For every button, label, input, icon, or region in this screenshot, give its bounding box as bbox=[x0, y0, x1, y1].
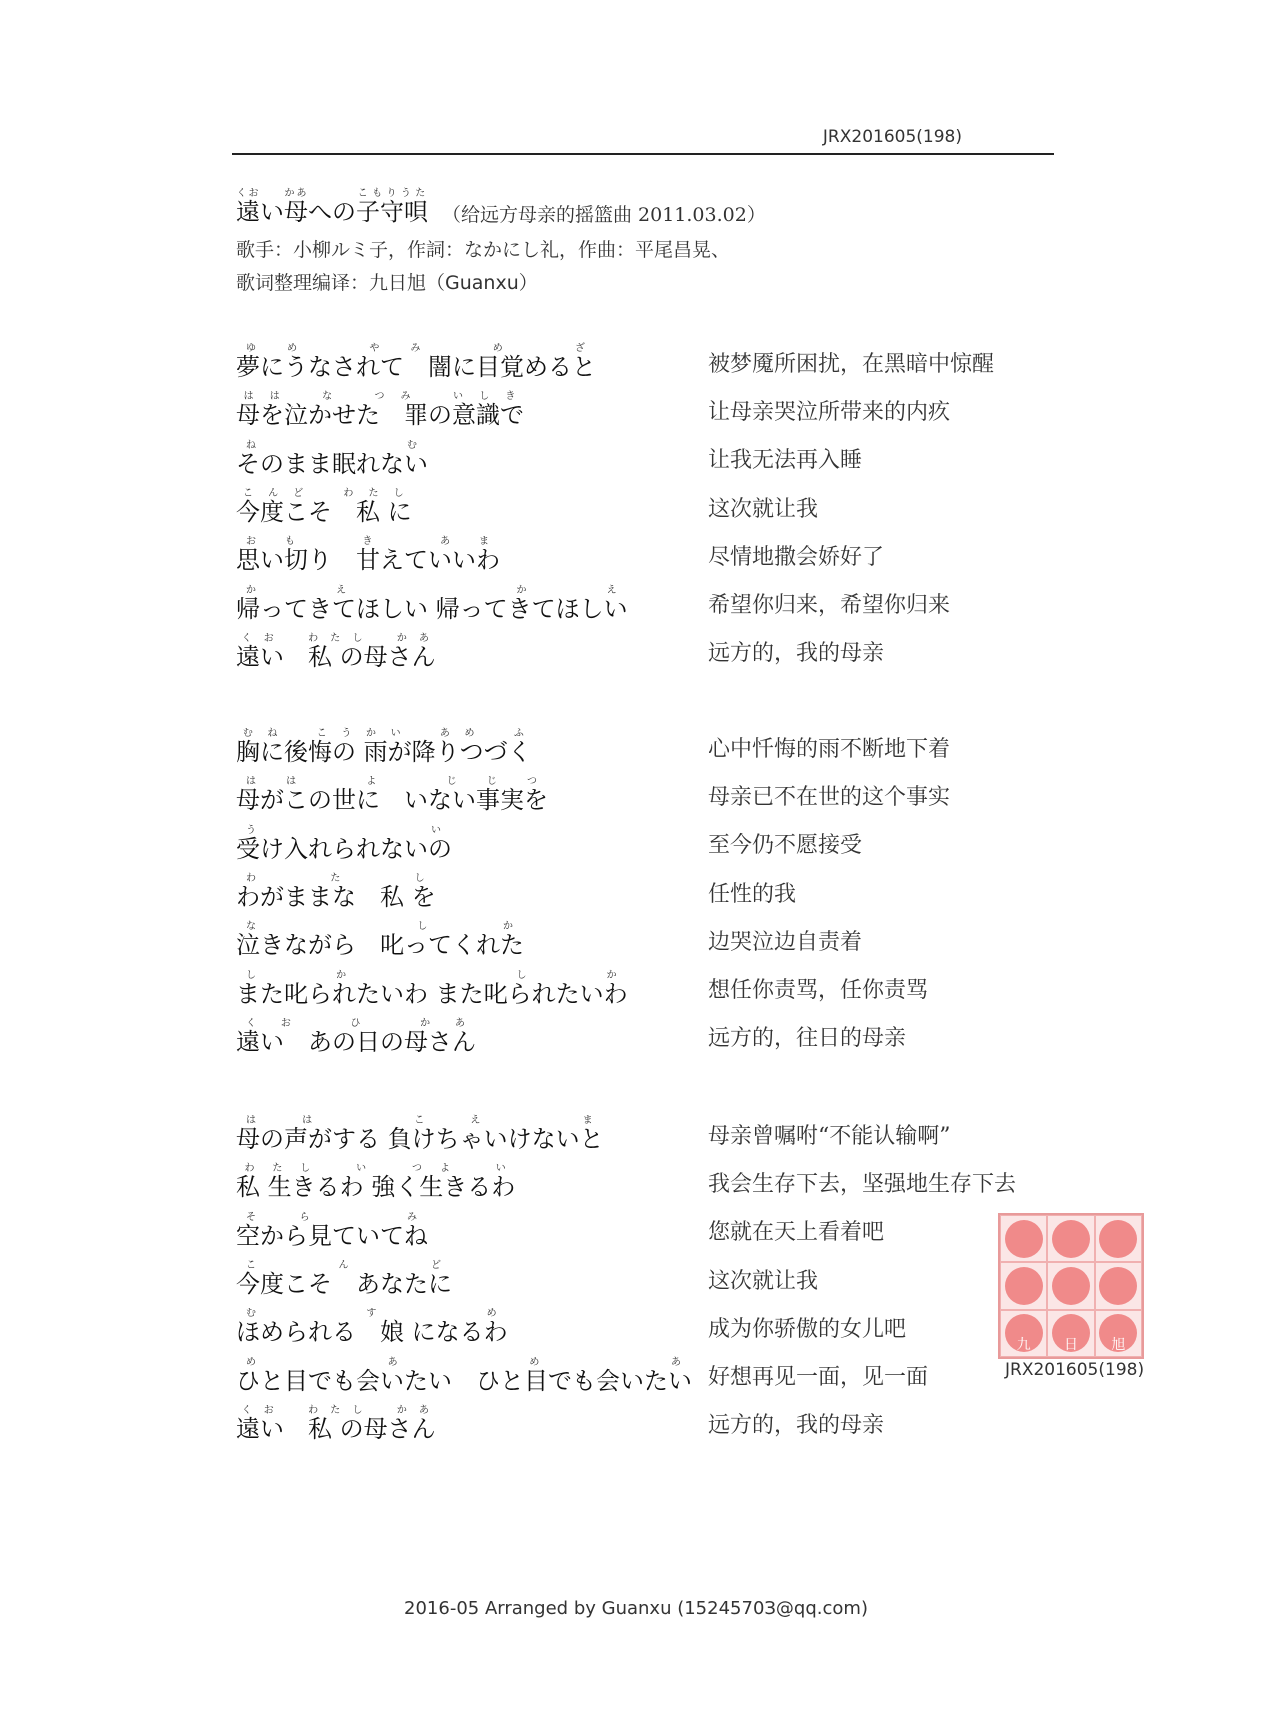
lyric-japanese: 空から見ていてねそら み bbox=[236, 1211, 428, 1250]
lyric-japanese: 胸に後悔の 雨が降りつづくむね こうかい あめ ふ bbox=[236, 728, 532, 767]
stanza-2 bbox=[236, 717, 1056, 1055]
lyric-row bbox=[236, 717, 1056, 765]
seal-cell bbox=[1000, 1310, 1047, 1357]
lyric-row bbox=[236, 958, 1056, 1006]
lyric-row bbox=[236, 477, 1056, 525]
lyric-japanese: 遠い あの日の母さんくお ひ かあ bbox=[236, 1017, 476, 1056]
lyric-row bbox=[236, 862, 1056, 910]
lyric-row bbox=[236, 1152, 1056, 1200]
lyric-row bbox=[236, 1104, 1056, 1152]
lyric-chinese: 母亲已不在世的这个事实 bbox=[708, 785, 951, 810]
lyric-row bbox=[236, 1297, 1056, 1345]
seal-char: 日 bbox=[1063, 1336, 1078, 1353]
lyric-row bbox=[236, 1249, 1056, 1297]
lyric-japanese: 思い切り 甘えていいわおも き あま bbox=[236, 536, 500, 575]
lyric-chinese: 边哭泣边自责着 bbox=[708, 929, 863, 955]
header-divider bbox=[232, 153, 1054, 155]
lyric-chinese: 母亲曾嘱咐“不能认输啊” bbox=[708, 1123, 951, 1149]
lyric-japanese: 私 生きるわ 強く生きるわわたし い つよ い bbox=[236, 1163, 516, 1202]
seal-char: 九 bbox=[1016, 1336, 1031, 1353]
lyric-row bbox=[236, 332, 1056, 380]
seal-code: JRX201605(198) bbox=[1005, 1360, 1145, 1380]
lyric-row bbox=[236, 380, 1056, 428]
lyric-japanese: わがままな 私 をわたし bbox=[236, 873, 436, 911]
seal-dot bbox=[1099, 1220, 1137, 1258]
lyric-chinese: 心中忏悔的雨不断地下着 bbox=[708, 736, 951, 762]
seal-cell bbox=[1095, 1262, 1142, 1309]
lyric-row bbox=[236, 765, 1056, 813]
seal-grid bbox=[1000, 1215, 1142, 1357]
lyric-chinese: 让我无法再入睡 bbox=[708, 448, 863, 474]
lyric-chinese: 让母亲哭泣所带来的内疚 bbox=[708, 400, 951, 425]
seal-cell bbox=[1095, 1310, 1142, 1357]
lyric-chinese: 任性的我 bbox=[708, 881, 797, 907]
lyric-japanese: 帰ってきてほしい 帰ってきてほしいかえ かえ bbox=[236, 584, 628, 623]
seal-dot bbox=[1099, 1267, 1137, 1305]
lyric-row bbox=[236, 910, 1056, 958]
lyric-chinese: 这次就让我 bbox=[708, 496, 819, 522]
arranger-line: 歌词整理编译：九日旭（Guanxu） bbox=[236, 272, 538, 294]
seal-cell bbox=[1095, 1215, 1142, 1262]
stanza-3 bbox=[236, 1104, 1056, 1442]
seal-char: 旭 bbox=[1111, 1336, 1126, 1353]
footer-credit: 2016-05 Arranged by Guanxu (1524570З@qq.com) bbox=[404, 1598, 868, 1619]
credits-line: 歌手：小柳ルミ子，作詞：なかにし礼，作曲：平尾昌晃、 bbox=[236, 239, 731, 261]
title-line bbox=[236, 188, 1056, 227]
lyric-row bbox=[236, 429, 1056, 477]
lyric-japanese: 母がこの世に いない事実をはは よ じじつ bbox=[236, 776, 548, 815]
lyric-japanese: 母の声がする 負けちゃいけないとはは こえ ま bbox=[236, 1115, 604, 1154]
lyric-chinese: 您就在天上看着吧 bbox=[708, 1220, 885, 1246]
document-code: JRX201605(198) bbox=[822, 127, 962, 147]
lyric-row bbox=[236, 525, 1056, 573]
lyric-row bbox=[236, 814, 1056, 862]
lyric-chinese: 我会生存下去，坚强地生存下去 bbox=[708, 1172, 1017, 1197]
lyric-japanese: ひと目でも会いたい ひと目でも会いたいめ あ め あ bbox=[236, 1356, 692, 1395]
lyric-japanese: ほめられる 娘 になるわむすめ bbox=[236, 1308, 508, 1347]
seal-cell bbox=[1000, 1262, 1047, 1309]
seal-dot bbox=[1052, 1220, 1090, 1258]
lyric-chinese: 这次就让我 bbox=[708, 1268, 819, 1294]
seal-dot bbox=[1005, 1220, 1043, 1258]
lyric-japanese: 夢にうなされて 闇に目覚めるとゆめ やみ め ざ bbox=[236, 343, 596, 382]
lyric-chinese: 至今仍不愿接受 bbox=[708, 833, 863, 859]
seal-cell bbox=[1047, 1215, 1094, 1262]
stanza-1 bbox=[236, 332, 1056, 670]
lyric-japanese: また叱られたいわ また叱られたいわしか しか bbox=[236, 969, 628, 1008]
song-title-block bbox=[236, 188, 1056, 295]
seal-cell bbox=[1047, 1310, 1094, 1357]
lyric-chinese: 被梦魇所困扰，在黑暗中惊醒 bbox=[708, 351, 995, 377]
lyric-chinese: 成为你骄傲的女儿吧 bbox=[708, 1316, 907, 1342]
seal-dot bbox=[1052, 1267, 1090, 1305]
lyric-japanese: 今度こそ 私 にこんど わたし bbox=[236, 488, 412, 526]
lyric-chinese: 远方的，我的母亲 bbox=[708, 641, 885, 667]
lyric-japanese: そのまま眠れないねむ bbox=[236, 439, 428, 478]
lyric-chinese: 想任你责骂，任你责骂 bbox=[708, 978, 929, 1004]
lyric-row bbox=[236, 1345, 1056, 1393]
lyric-chinese: 好想再见一面，见一面 bbox=[708, 1365, 929, 1391]
lyric-row bbox=[236, 622, 1056, 670]
song-title-japanese: 遠くおい母かあへの子守唄こもりうた bbox=[236, 188, 428, 226]
lyric-row bbox=[236, 1007, 1056, 1055]
lyric-chinese: 希望你归来，希望你归来 bbox=[708, 593, 951, 619]
lyric-japanese: 今度こそ あなたにこんど bbox=[236, 1260, 452, 1298]
seal-cell bbox=[1000, 1215, 1047, 1262]
lyric-row bbox=[236, 573, 1056, 621]
lyric-chinese: 尽情地撒会娇好了 bbox=[708, 544, 885, 570]
song-title-chinese: （给远方母亲的摇篮曲 2011.03.02） bbox=[442, 204, 766, 226]
lyric-japanese: 受け入れられないのう い bbox=[236, 824, 452, 863]
lyric-japanese: 遠い 私 の母さんくお わたし かあ bbox=[236, 1404, 436, 1443]
lyric-row bbox=[236, 1201, 1056, 1249]
lyric-row bbox=[236, 1394, 1056, 1442]
lyric-japanese: 遠い 私 の母さんくお わたし かあ bbox=[236, 632, 436, 671]
lyric-japanese: 母を泣かせた 罪の意識ではは な つみ いしき bbox=[236, 391, 524, 430]
lyric-japanese: 泣きながら 叱ってくれたな しか bbox=[236, 921, 524, 960]
seal-dot bbox=[1005, 1267, 1043, 1305]
seal-cell bbox=[1047, 1262, 1094, 1309]
seal-stamp bbox=[998, 1213, 1144, 1359]
lyric-chinese: 远方的，往日的母亲 bbox=[708, 1026, 907, 1052]
lyric-chinese: 远方的，我的母亲 bbox=[708, 1413, 885, 1439]
